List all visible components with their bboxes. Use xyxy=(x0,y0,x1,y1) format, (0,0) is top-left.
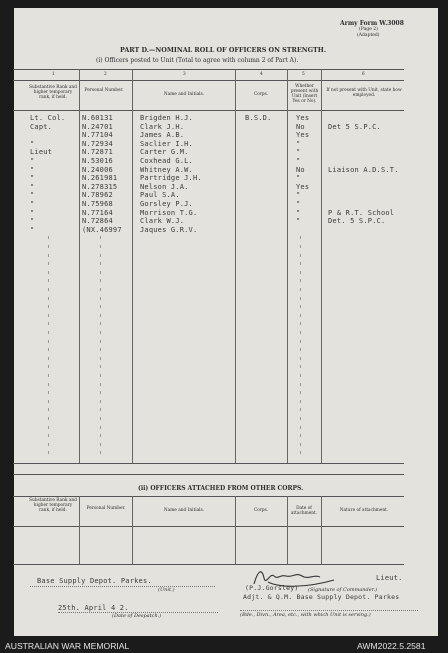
col-number-1: 1 xyxy=(52,72,55,77)
cell-rank: " xyxy=(30,174,35,183)
ditto-mark xyxy=(100,236,101,239)
ditto-mark xyxy=(48,262,49,265)
col-header-present: Whether present with Unit (Insert Yes or No). xyxy=(290,84,319,104)
col-number-6: 6 xyxy=(362,72,365,77)
cell-present: Yes xyxy=(296,182,310,191)
ditto-mark xyxy=(300,408,301,411)
cell-name: Gorsley P.J. xyxy=(140,200,193,208)
cell-present: " xyxy=(296,217,301,226)
area-label: (Bde., Divn., Area, etc., with which Unit is serving.) xyxy=(240,612,371,618)
ditto-mark xyxy=(100,331,101,334)
col-rule xyxy=(79,496,80,564)
ditto-mark xyxy=(100,322,101,325)
cell-number: N.24701 xyxy=(82,122,113,131)
rule xyxy=(13,463,404,464)
caption-right: AWM2022.5.2581 xyxy=(357,641,426,651)
col-rule xyxy=(235,69,236,463)
part-title: PART D.—NOMINAL ROLL OF OFFICERS ON STRENGTH. xyxy=(120,46,327,54)
cell-note: P & R.T. School xyxy=(328,208,395,217)
ditto-mark xyxy=(100,279,101,282)
ditto-mark xyxy=(300,443,301,446)
cell-present: " xyxy=(296,208,301,217)
cell-present: No xyxy=(296,122,305,131)
cell-name: Paul S.A. xyxy=(140,191,180,200)
cell-name: Clark J.H. xyxy=(140,122,185,131)
col-header-name: Name and Initials. xyxy=(163,92,205,97)
cell-present: Yes xyxy=(296,131,310,140)
col-rule xyxy=(287,496,288,564)
cell-rank: Capt. xyxy=(30,122,53,131)
ditto-mark xyxy=(300,365,301,368)
col2-header-number: Personal Number. xyxy=(86,506,126,511)
col-number-4: 4 xyxy=(260,72,263,77)
ditto-mark xyxy=(300,279,301,282)
ditto-mark xyxy=(100,417,101,420)
cell-name: Saclier I.H. xyxy=(140,139,193,148)
caption-left: AUSTRALIAN WAR MEMORIAL xyxy=(5,641,130,651)
ditto-mark xyxy=(48,331,49,334)
ditto-mark xyxy=(100,451,101,454)
ditto-mark xyxy=(48,426,49,429)
cell-number: N.278315 xyxy=(82,182,118,191)
section2-title: (ii) OFFICERS ATTACHED FROM OTHER CORPS. xyxy=(138,485,304,492)
ditto-mark xyxy=(300,288,301,291)
ditto-mark xyxy=(100,374,101,377)
ditto-mark xyxy=(48,383,49,386)
ditto-mark xyxy=(300,400,301,403)
ditto-mark xyxy=(48,288,49,291)
ditto-mark xyxy=(48,434,49,437)
ditto-mark xyxy=(48,297,49,300)
cell-name: Carter G.M. xyxy=(140,148,189,157)
col2-header-date: Date of attachment. xyxy=(290,506,318,516)
ditto-mark xyxy=(300,383,301,386)
ditto-mark xyxy=(48,408,49,411)
col-number-5: 5 xyxy=(302,72,305,77)
form-page xyxy=(14,8,438,636)
ditto-mark xyxy=(300,434,301,437)
ditto-mark xyxy=(300,245,301,248)
col-number-3: 3 xyxy=(183,72,186,77)
cell-present: " xyxy=(296,157,301,165)
date-label: (Date of Despatch.) xyxy=(112,613,162,619)
ditto-mark xyxy=(300,374,301,377)
ditto-mark xyxy=(100,297,101,300)
ditto-mark xyxy=(100,314,101,317)
cell-present: " xyxy=(296,200,301,208)
col-rule xyxy=(287,69,288,463)
ditto-mark xyxy=(48,322,49,325)
rule xyxy=(13,110,404,111)
ditto-mark xyxy=(100,443,101,446)
ditto-mark xyxy=(100,434,101,437)
ditto-mark xyxy=(100,400,101,403)
ditto-mark xyxy=(300,262,301,265)
cell-present: Yes xyxy=(296,114,310,122)
cell-rank: " xyxy=(30,165,35,174)
signature-label: (Signature of Commander.) xyxy=(308,587,378,593)
col-rule xyxy=(79,69,80,463)
cell-number: N.72871 xyxy=(82,148,113,157)
col-rule xyxy=(235,496,236,564)
col2-header-corps: Corps. xyxy=(253,508,269,513)
col-rule xyxy=(132,69,133,463)
ditto-mark xyxy=(48,348,49,351)
cell-name: Clark W.J. xyxy=(140,217,185,226)
cell-rank: " xyxy=(30,217,35,226)
cell-present: No xyxy=(296,165,305,174)
ditto-mark xyxy=(100,305,101,308)
ditto-mark xyxy=(48,400,49,403)
ditto-mark xyxy=(48,279,49,282)
cell-number: N.75968 xyxy=(82,200,113,208)
rule xyxy=(13,80,404,81)
col-header-rank: Substantive Rank and higher temporary rank, if held. xyxy=(29,85,77,100)
cell-number: N.72864 xyxy=(82,217,113,226)
ditto-mark xyxy=(300,314,301,317)
ditto-mark xyxy=(48,245,49,248)
cell-number: N.24006 xyxy=(82,165,113,174)
adapted-note: (Adapted) xyxy=(357,33,380,38)
unit-line xyxy=(30,586,215,587)
cell-number: (NX.46997 xyxy=(82,225,122,234)
cell-rank: " xyxy=(30,182,35,191)
cell-name: Partridge J.H. xyxy=(140,174,202,183)
cell-present: " xyxy=(296,174,301,183)
cell-note: Liaison A.D.S.T. xyxy=(328,165,399,174)
page-number: (Page 2) xyxy=(359,27,378,32)
col-header-number: Personal Number. xyxy=(84,88,124,93)
ditto-mark xyxy=(48,254,49,257)
ditto-mark xyxy=(300,340,301,343)
cell-rank: " xyxy=(30,157,35,165)
ditto-mark xyxy=(48,417,49,420)
ditto-mark xyxy=(48,314,49,317)
rule xyxy=(13,564,404,565)
appointment: Adjt. & Q.M. Base Supply Depot. Parkes xyxy=(243,593,400,601)
ditto-mark xyxy=(100,348,101,351)
form-number: Army Form W.3008 xyxy=(340,20,404,27)
cell-note: Det 5 S.P.C. xyxy=(328,122,381,131)
ditto-mark xyxy=(48,357,49,360)
ditto-mark xyxy=(300,391,301,394)
col-rule xyxy=(321,496,322,564)
col-number-2: 2 xyxy=(104,72,107,77)
cell-name: Morrison T.G. xyxy=(140,208,198,217)
cell-name: James A.B. xyxy=(140,131,185,140)
rule xyxy=(13,474,404,475)
ditto-mark xyxy=(100,408,101,411)
cell-number: N.78962 xyxy=(82,191,113,200)
ditto-mark xyxy=(100,245,101,248)
ditto-mark xyxy=(48,271,49,274)
cell-rank: Lt. Col. xyxy=(30,114,66,122)
ditto-mark xyxy=(300,451,301,454)
ditto-mark xyxy=(300,305,301,308)
ditto-mark xyxy=(100,288,101,291)
col2-header-nature: Nature of attachment. xyxy=(339,508,389,513)
ditto-mark xyxy=(100,271,101,274)
section1-title: (i) Officers posted to Unit (Total to agree with column 2 of Part A). xyxy=(96,57,299,64)
col2-header-name: Name and Initials. xyxy=(163,508,205,513)
cell-name: Coxhead G.L. xyxy=(140,157,193,165)
area-line xyxy=(240,610,418,611)
col-header-absent: If not present with Unit, state how employed. xyxy=(326,88,402,98)
ditto-mark xyxy=(100,383,101,386)
ditto-mark xyxy=(300,322,301,325)
ditto-mark xyxy=(300,357,301,360)
cell-name: Brigden H.J. xyxy=(140,114,193,122)
cell-number: N.77164 xyxy=(82,208,113,217)
ditto-mark xyxy=(300,236,301,239)
signer-name: (P.J.Gorsley) xyxy=(245,584,299,592)
unit-label: (Unit.) xyxy=(158,587,175,593)
ditto-mark xyxy=(48,305,49,308)
cell-number: N.53016 xyxy=(82,157,113,165)
cell-number: N.77104 xyxy=(82,131,113,140)
rule xyxy=(13,496,404,497)
ditto-mark xyxy=(48,236,49,239)
ditto-mark xyxy=(100,254,101,257)
cell-rank: " xyxy=(30,139,35,148)
ditto-mark xyxy=(100,262,101,265)
ditto-mark xyxy=(300,348,301,351)
cell-present: " xyxy=(296,139,301,148)
ditto-mark xyxy=(48,391,49,394)
col-rule xyxy=(321,69,322,463)
cell-note: Det. 5 S.P.C. xyxy=(328,217,386,226)
ditto-mark xyxy=(100,391,101,394)
col-header-corps: Corps. xyxy=(253,92,269,97)
ditto-mark xyxy=(48,340,49,343)
ditto-mark xyxy=(300,426,301,429)
cell-rank: " xyxy=(30,200,35,208)
ditto-mark xyxy=(100,426,101,429)
cell-name: Jaques G.R.V. xyxy=(140,225,198,234)
signer-rank: Lieut. xyxy=(376,574,403,582)
col2-header-rank: Substantive Rank and higher temporary rank, if held. xyxy=(29,498,77,513)
cell-number: N.261981 xyxy=(82,174,118,183)
ditto-mark xyxy=(48,374,49,377)
unit-value: Base Supply Depot. Parkes. xyxy=(37,577,152,585)
cell-number: N.72934 xyxy=(82,139,113,148)
cell-rank: " xyxy=(30,208,35,217)
cell-corps: B.S.D. xyxy=(245,114,272,122)
ditto-mark xyxy=(100,365,101,368)
ditto-mark xyxy=(300,417,301,420)
ditto-mark xyxy=(48,365,49,368)
cell-present: " xyxy=(296,191,301,200)
cell-name: Whitney A.W. xyxy=(140,165,193,174)
ditto-mark xyxy=(300,331,301,334)
ditto-mark xyxy=(300,271,301,274)
ditto-mark xyxy=(48,443,49,446)
cell-rank: Lieut xyxy=(30,148,53,157)
ditto-mark xyxy=(300,254,301,257)
cell-rank: " xyxy=(30,225,35,234)
ditto-mark xyxy=(100,357,101,360)
rule xyxy=(13,69,404,70)
col-rule xyxy=(132,496,133,564)
cell-number: N.60131 xyxy=(82,114,113,122)
cell-rank: " xyxy=(30,191,35,200)
ditto-mark xyxy=(48,451,49,454)
cell-name: Nelson J.A. xyxy=(140,182,189,191)
ditto-mark xyxy=(300,297,301,300)
date-value: 25th. April 4 2. xyxy=(58,604,129,612)
ditto-mark xyxy=(100,340,101,343)
cell-present: " xyxy=(296,148,301,157)
rule xyxy=(13,526,404,527)
